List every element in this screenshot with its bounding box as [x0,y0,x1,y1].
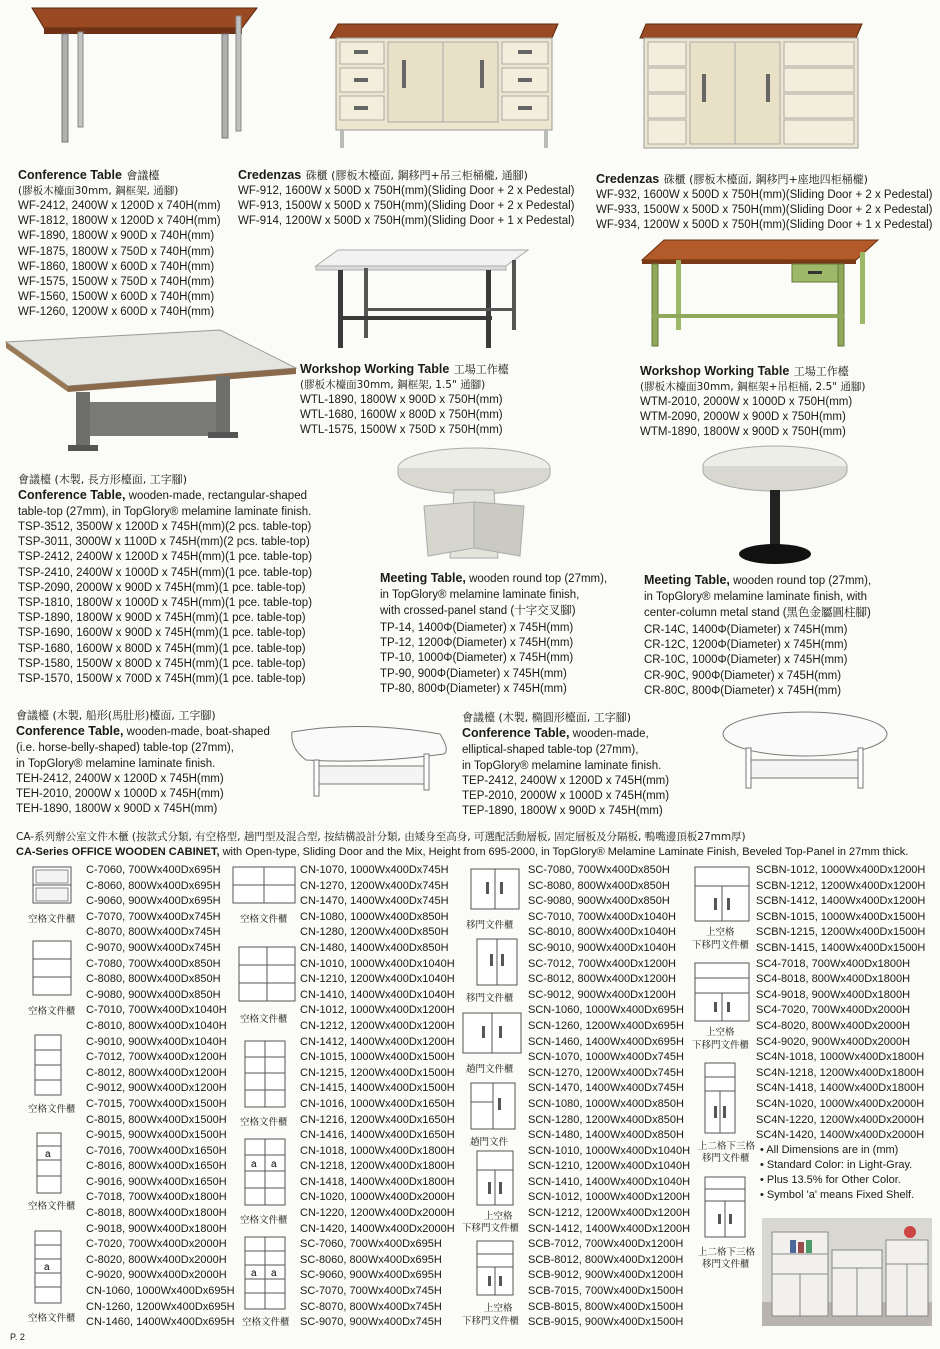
spec-line: C-7070, 700Wx400Dx745H [86,910,221,923]
spec-line: CN-1020, 1000Wx400Dx2000H [300,1191,455,1204]
ca-column-4 [756,863,925,1144]
spec-line: SC4-8018, 800Wx400Dx1800H [756,973,911,986]
spec-line: WF-1875, 1800W x 750D x 740H(mm) [18,245,215,258]
section-desc: center-column metal stand (黑色金屬圓柱腳) [644,607,871,619]
spec-line: WTL-1575, 1500W x 750D x 750H(mm) [300,424,503,437]
spec-line: CN-1460, 1400Wx400Dx695H [86,1316,235,1329]
cabinet-open-fixed-shelf-icon [36,1132,64,1196]
conference-table-steel-image [32,8,257,148]
spec-line: SCBN-1212, 1200Wx400Dx1200H [756,879,926,892]
cabinet-wide-upper-open-sliding-icon [694,866,752,924]
fixed-shelf-symbol: a [251,1159,257,1170]
section-title: Workshop Working Table [300,362,450,376]
spec-line: CN-1010, 1000Wx400Dx1040H [300,957,455,970]
spec-line: CN-1410, 1400Wx400Dx1040H [300,988,455,1001]
spec-line: WF-2412, 2400W x 1200D x 740H(mm) [18,200,221,212]
credenzas-floor-section [596,170,933,234]
spec-line: CN-1080, 1000Wx400Dx850H [300,910,449,923]
spec-line: C-9016, 900Wx400Dx1650H [86,1175,227,1188]
section-desc: wooden round top (27mm), [465,573,608,585]
spec-line: SC4N-1220, 1200Wx400Dx2000H [756,1113,925,1126]
fixed-shelf-symbol: a [271,1268,277,1279]
spec-line: CN-1470, 1400Wx400Dx745H [300,895,449,908]
cabinet-label: 空格文件櫃 [28,1313,76,1324]
spec-line: TSP-1810, 1800W x 1000D x 745H(mm)(1 pce. table-top) [18,597,313,610]
spec-line: SCB-7015, 700Wx400Dx1500H [528,1285,684,1298]
spec-line: C-8016, 800Wx400Dx1650H [86,1160,227,1173]
spec-line: WF-934, 1200W x 500D x 750H(mm)(Sliding Door + 1 x Pedestal) [596,219,933,232]
workshop-table-drawer-image [642,240,878,352]
spec-line: SC-9070, 900Wx400Dx745H [300,1316,442,1329]
cabinet-upper-open-sliding-icon [476,1150,516,1208]
spec-line: CN-1212, 1200Wx400Dx1200H [300,1019,455,1032]
cabinet-open-wide-fixed-tall-icon [244,1236,288,1312]
spec-line: SC-9060, 900Wx400Dx695H [300,1269,442,1282]
spec-line: TSP-1570, 1500W x 700D x 745H(mm)(1 pce. table-top) [18,673,306,686]
spec-line: CN-1060, 1000Wx400Dx695H [86,1285,235,1298]
section-desc: elliptical-shaped table-top (27mm), [462,744,639,756]
spec-line: TEH-2010, 2000W x 1000D x 745H(mm) [16,788,224,801]
section-subtitle: (膠板木檯面30mm, 鋼框架+吊柜桶, 2.5" 通腳) [640,381,866,393]
ca-series-title: CA-Series OFFICE WOODEN CABINET, [16,846,220,858]
ca-column-2 [300,863,455,1331]
fixed-shelf-symbol: a [44,1262,50,1273]
section-desc: in TopGlory® melamine laminate finish. [16,758,216,770]
ca-series-header-cn: CA-系列辦公室文件木櫃 (按款式分類, 有空格型, 趟門型及混合型, 按結構設計分類, 由矮身至高身, 可選配活動層板, 固定層板及分隔板, 鴨嘴邊頂板27mm厚) [16,831,746,843]
spec-line: C-7060, 700Wx400Dx695H [86,864,221,876]
spec-line: SC4-9018, 900Wx400Dx1800H [756,988,911,1001]
conference-table-boat-section [16,708,270,818]
spec-line: SC4-8020, 800Wx400Dx2000H [756,1019,911,1032]
cabinet-open-mid-icon [32,940,74,998]
credenzas-pedestal-section [238,166,575,230]
section-title: Conference Table, [18,488,126,502]
spec-line: C-9070, 900Wx400Dx745H [86,941,221,954]
spec-line: SC-7010, 700Wx400Dx1040H [528,910,676,923]
spec-line: CN-1415, 1400Wx400Dx1500H [300,1082,455,1095]
cabinet-sliding-mid-icon [476,938,520,988]
spec-line: SC-8060, 800Wx400Dx695H [300,1253,442,1266]
spec-line: CN-1416, 1400Wx400Dx1650H [300,1129,455,1142]
spec-line: CN-1216, 1200Wx400Dx1650H [300,1113,455,1126]
spec-line: SC-7080, 700Wx400Dx850H [528,864,670,876]
cabinet-open-fixed-shelf-tall-icon [34,1230,64,1306]
cabinet-label: 空格文件櫃 [240,1215,288,1226]
spec-line: C-7010, 700Wx400Dx1040H [86,1004,227,1017]
section-desc: wooden-made, [569,728,649,740]
spec-line: CN-1215, 1200Wx400Dx1500H [300,1066,455,1079]
spec-line: SC4N-1418, 1400Wx400Dx1800H [756,1082,925,1095]
spec-line: CN-1015, 1000Wx400Dx1500H [300,1051,455,1064]
credenza-floor-pedestal-image [640,24,862,154]
section-title-cn: 會議檯 [126,169,160,182]
spec-line: WF-913, 1500W x 500D x 750H(mm)(Sliding Door + 2 x Pedestal) [238,200,575,213]
spec-line: CN-1070, 1000Wx400Dx745H [300,864,449,876]
conference-table-elliptical-section [462,710,669,820]
cabinet-label: 移門文件櫃 [702,1259,750,1270]
workshop-table-drawer-section [640,362,866,441]
spec-line: C-9018, 900Wx400Dx1800H [86,1222,227,1235]
spec-line: WF-1812, 1800W x 1200D x 740H(mm) [18,215,221,228]
spec-line: CN-1280, 1200Wx400Dx850H [300,926,449,939]
cabinet-wide-upper-open-sliding-tall-icon [694,962,752,1024]
spec-line: C-9012, 900Wx400Dx1200H [86,1082,227,1095]
section-title-cn: 會議檯 (木製, 長方形檯面, 工字腳) [18,473,188,486]
spec-line: SCN-1470, 1400Wx400Dx745H [528,1082,684,1095]
spec-line: • All Dimensions are in (mm) [760,1144,899,1156]
ca-column-3 [528,863,690,1331]
spec-line: • Plus 13.5% for Other Color. [760,1174,901,1186]
spec-line: SCN-1210, 1200Wx400Dx1040H [528,1160,691,1173]
cabinet-label: 空格文件櫃 [240,914,288,925]
section-title: Meeting Table, [380,571,466,585]
cabinet-label: 上空格 [706,1027,735,1038]
section-title: Conference Table [18,168,122,182]
spec-line: TSP-1680, 1600W x 800D x 745H(mm)(1 pce. table-top) [18,642,306,655]
cabinet-sliding-wide-icon [462,1012,524,1056]
cabinet-two-three-icon [704,1062,738,1136]
spec-line: C-7012, 700Wx400Dx1200H [86,1051,227,1064]
spec-line: C-8070, 800Wx400Dx745H [86,926,221,939]
ca-series-header [16,830,936,860]
spec-line: C-9010, 900Wx400Dx1040H [86,1035,227,1048]
section-desc: with crossed-panel stand (十字交叉腳) [380,605,576,617]
spec-line: SC4-9020, 900Wx400Dx2000H [756,1035,911,1048]
spec-line: WF-1560, 1500W x 600D x 740H(mm) [18,291,215,304]
cabinet-label: 下移門文件櫃 [692,1040,750,1051]
spec-line: SCN-1270, 1200Wx400Dx745H [528,1066,684,1079]
spec-line: C-8020, 800Wx400Dx2000H [86,1253,227,1266]
cabinet-label: 空格文件櫃 [240,1014,288,1025]
section-subtitle: (膠板木檯面30mm, 鋼框架, 1.5" 通腳) [300,379,486,391]
cabinet-label: 上二格下三格 [698,1247,756,1258]
spec-line: SCN-1480, 1400Wx400Dx850H [528,1129,684,1142]
spec-line: CN-1480, 1400Wx400Dx850H [300,941,449,954]
cabinet-upper-open-sliding-tall-icon [476,1240,516,1298]
spec-line: SCN-1010, 1000Wx400Dx1040H [528,1144,691,1157]
spec-line: TP-80, 800Φ(Diameter) x 745H(mm) [380,682,567,695]
spec-line: TSP-1580, 1500W x 800D x 745H(mm)(1 pce. table-top) [18,657,306,670]
conference-table-rectangular-section [18,472,312,687]
section-desc: wooden-made, rectangular-shaped [125,490,307,502]
spec-line: SC-8010, 800Wx400Dx1040H [528,926,676,939]
spec-line: C-7020, 700Wx400Dx2000H [86,1238,227,1251]
spec-line: C-9060, 900Wx400Dx695H [86,895,221,908]
cabinet-open-wide-tall-icon [244,1040,288,1110]
workshop-table-light-image [316,250,528,355]
spec-line: TSP-1690, 1600W x 900D x 745H(mm)(1 pce. table-top) [18,627,306,640]
meeting-table-crossed-section [380,570,607,697]
section-title: Credenzas [238,168,302,182]
cabinet-label: 移門文件櫃 [466,920,514,931]
cabinet-sliding-low-icon [470,868,522,912]
meeting-table-column-section [644,572,871,699]
cabinet-label: 移門文件櫃 [466,993,514,1004]
conference-table-rectangular-image [6,330,296,455]
spec-line: CN-1220, 1200Wx400Dx2000H [300,1207,455,1220]
spec-line: SCN-1060, 1000Wx400Dx695H [528,1004,684,1017]
spec-line: CN-1016, 1000Wx400Dx1650H [300,1097,455,1110]
spec-line: SC4N-1218, 1200Wx400Dx1800H [756,1066,925,1079]
spec-line: CN-1412, 1400Wx400Dx1200H [300,1035,455,1048]
section-title: Credenzas [596,172,660,186]
spec-line: TSP-3011, 3000W x 1100D x 745H(mm)(2 pcs. table-top) [18,536,310,549]
spec-line: TP-14, 1400Φ(Diameter) x 745H(mm) [380,622,574,634]
spec-line: CN-1270, 1200Wx400Dx745H [300,879,449,892]
spec-line: C-9080, 900Wx400Dx850H [86,988,221,1001]
spec-line: SC4-7018, 700Wx400Dx1800H [756,957,911,970]
spec-line: WF-1890, 1800W x 900D x 740H(mm) [18,230,215,243]
spec-line: WTL-1890, 1800W x 900D x 750H(mm) [300,394,503,406]
spec-line: SC-7070, 700Wx400Dx745H [300,1285,442,1298]
spec-line: TEH-2412, 2400W x 1200D x 745H(mm) [16,773,224,785]
spec-line: SC-9012, 900Wx400Dx1200H [528,988,676,1001]
spec-line: SCBN-1215, 1200Wx400Dx1500H [756,926,926,939]
cabinet-label: 下移門文件櫃 [462,1316,520,1327]
spec-line: SC-9080, 900Wx400Dx850H [528,895,670,908]
cabinet-label: 空格文件櫃 [28,914,76,925]
ca-series-desc: with Open-type, Sliding Door and the Mix, Height from 695-2000, in TopGlory® Melamine Laminate Finish, Beveled Top-Panel in 27mm thick. [219,846,909,858]
section-title-cn: 工場工作檯 [793,365,849,378]
spec-line: CR-90C, 900Φ(Diameter) x 745H(mm) [644,669,842,682]
cabinet-label: 空格文件櫃 [240,1117,288,1128]
spec-line: TSP-1890, 1800W x 900D x 745H(mm)(1 pce. table-top) [18,612,306,625]
spec-line: SCN-1460, 1400Wx400Dx695H [528,1035,684,1048]
cabinet-label: 空格文件櫃 [242,1317,290,1328]
spec-line: CR-14C, 1400Φ(Diameter) x 745H(mm) [644,624,848,636]
spec-line: SC-9010, 900Wx400Dx1040H [528,941,676,954]
spec-line: TSP-2090, 2000W x 900D x 745H(mm)(1 pce. table-top) [18,581,306,594]
cabinet-mixed-icon [470,1082,518,1132]
spec-line: WTM-2010, 2000W x 1000D x 750H(mm) [640,396,853,408]
spec-line: C-8060, 800Wx400Dx695H [86,879,221,892]
cabinet-label: 趟門文件 [470,1137,509,1148]
spec-line: WF-1260, 1200W x 600D x 740H(mm) [18,306,215,319]
spec-line: C-8012, 800Wx400Dx1200H [86,1066,227,1079]
cabinet-label: 上二格下三格 [698,1141,756,1152]
cabinet-open-wide-fixed-icon [244,1138,288,1208]
cabinet-label: 趟門文件櫃 [466,1064,514,1075]
spec-line: SC4N-1020, 1000Wx400Dx2000H [756,1097,925,1110]
cabinet-label: 空格文件櫃 [28,1006,76,1017]
spec-line: CN-1018, 1000Wx400Dx1800H [300,1144,455,1157]
cabinet-open-tall-icon [34,1034,64,1098]
spec-line: SCB-9012, 900Wx400Dx1200H [528,1269,684,1282]
spec-line: C-7015, 700Wx400Dx1500H [86,1097,227,1110]
spec-line: SC4-7020, 700Wx400Dx2000H [756,1004,911,1017]
spec-line: SCN-1070, 1000Wx400Dx745H [528,1051,684,1064]
page-number: P. 2 [10,1332,25,1342]
spec-line: TSP-2410, 2400W x 1000D x 745H(mm)(1 pce. table-top) [18,566,313,579]
spec-line: SCBN-1412, 1400Wx400Dx1200H [756,895,926,908]
spec-line: SCN-1412, 1400Wx400Dx1200H [528,1222,691,1235]
fixed-shelf-symbol: a [251,1268,257,1279]
section-title-cn: 會議檯 (木製, 橢圓形檯面, 工字腳) [462,711,632,724]
spec-line: C-7080, 700Wx400Dx850H [86,957,221,970]
spec-line: TP-12, 1200Φ(Diameter) x 745H(mm) [380,637,574,650]
section-title: Conference Table, [462,726,570,740]
spec-line: WTL-1680, 1600W x 800D x 750H(mm) [300,409,503,422]
spec-line: TEP-2010, 2000W x 1000D x 745H(mm) [462,790,670,803]
spec-line: • Standard Color: in Light-Gray. [760,1159,913,1171]
spec-line: SCN-1260, 1200Wx400Dx695H [528,1019,684,1032]
spec-line: SCBN-1415, 1400Wx400Dx1500H [756,941,926,954]
cabinet-label: 下移門文件櫃 [462,1223,520,1234]
fixed-shelf-symbol: a [45,1149,51,1160]
spec-line: WF-912, 1600W x 500D x 750H(mm)(Sliding Door + 2 x Pedestal) [238,185,575,197]
credenza-pedestal-image [330,24,558,154]
section-desc: in TopGlory® melamine laminate finish. [462,760,662,772]
spec-line: WF-1860, 1800W x 600D x 740H(mm) [18,260,215,273]
spec-line: CN-1012, 1000Wx400Dx1200H [300,1004,455,1017]
ca-column-1 [86,863,235,1331]
section-desc: (i.e. horse-belly-shaped) table-top (27mm), [16,742,234,754]
section-subtitle: (膠板木檯面30mm, 鋼框架, 通腳) [18,185,179,197]
spec-line: SC-8070, 800Wx400Dx745H [300,1300,442,1313]
spec-line: CN-1218, 1200Wx400Dx1800H [300,1160,455,1173]
conference-table-boat-image [290,720,450,800]
meeting-table-crossed-image [394,446,554,566]
section-desc: wooden round top (27mm), [729,575,872,587]
spec-line: SC-7012, 700Wx400Dx1200H [528,957,676,970]
spec-line: SC-8012, 800Wx400Dx1200H [528,973,676,986]
fixed-shelf-symbol: a [271,1159,277,1170]
ca-notes [760,1143,914,1203]
spec-line: SCN-1280, 1200Wx400Dx850H [528,1113,684,1126]
section-title: Meeting Table, [644,573,730,587]
section-desc: in TopGlory® melamine laminate finish, [380,589,580,601]
spec-line: C-7016, 700Wx400Dx1650H [86,1144,227,1157]
cabinet-label: 上空格 [484,1211,513,1222]
conference-table-elliptical-image [720,708,890,792]
spec-line: TEH-1890, 1800W x 900D x 745H(mm) [16,803,218,816]
spec-line: CR-12C, 1200Φ(Diameter) x 745H(mm) [644,639,848,652]
spec-line: CN-1260, 1200Wx400Dx695H [86,1300,235,1313]
cabinet-label: 下移門文件櫃 [692,940,750,951]
cabinet-open-low-icon [32,866,74,906]
spec-line: CN-1418, 1400Wx400Dx1800H [300,1175,455,1188]
spec-line: SCN-1012, 1000Wx400Dx1200H [528,1191,691,1204]
spec-line: SCN-1212, 1200Wx400Dx1200H [528,1207,691,1220]
spec-line: SCBN-1015, 1000Wx400Dx1500H [756,910,926,923]
section-title-cn: 會議檯 (木製, 船形(馬肚形)檯面, 工字腳) [16,709,216,722]
spec-line: WF-1575, 1500W x 750D x 740H(mm) [18,276,215,289]
spec-line: TP-90, 900Φ(Diameter) x 745H(mm) [380,667,567,680]
spec-line: C-7018, 700Wx400Dx1800H [86,1191,227,1204]
conference-table-steel-section [18,166,221,321]
spec-line: TSP-2412, 2400W x 1200D x 745H(mm)(1 pce. table-top) [18,551,313,564]
section-desc: wooden-made, boat-shaped [123,726,270,738]
workshop-table-light-section [300,360,509,439]
spec-line: SCB-9015, 900Wx400Dx1500H [528,1316,684,1329]
cabinet-label: 空格文件櫃 [28,1201,76,1212]
spec-line: CN-1210, 1200Wx400Dx1040H [300,973,455,986]
cabinet-label: 上空格 [706,927,735,938]
section-title: Workshop Working Table [640,364,790,378]
spec-line: TEP-1890, 1800W x 900D x 745H(mm) [462,805,663,818]
cabinet-open-wide-mid-icon [238,946,298,1004]
section-title: Conference Table, [16,724,124,738]
spec-line: C-8015, 800Wx400Dx1500H [86,1113,227,1126]
section-title-cn: 工場工作檯 [453,363,509,376]
spec-line: SC4N-1018, 1000Wx400Dx1800H [756,1051,925,1064]
spec-line: WF-932, 1600W x 500D x 750H(mm)(Sliding Door + 2 x Pedestal) [596,189,933,201]
spec-line: CR-10C, 1000Φ(Diameter) x 745H(mm) [644,654,848,667]
spec-line: C-8018, 800Wx400Dx1800H [86,1207,227,1220]
section-subtitle: 硃櫃 (膠板木檯面, 鋼移門+座地四柜桶櫳) [663,173,868,186]
cabinet-open-wide-low-icon [232,866,298,906]
spec-line: WF-914, 1200W x 500D x 750H(mm)(Sliding Door + 1 x Pedestal) [238,215,575,228]
cabinet-label: 空格文件櫃 [28,1104,76,1115]
spec-line: CN-1420, 1400Wx400Dx2000H [300,1222,455,1235]
spec-line: SCB-7012, 700Wx400Dx1200H [528,1238,684,1251]
cabinet-showroom-photo [762,1218,932,1326]
meeting-table-column-image [700,444,850,568]
spec-line: SC-8080, 800Wx400Dx850H [528,879,670,892]
spec-line: SCN-1410, 1400Wx400Dx1040H [528,1175,691,1188]
spec-line: WTM-2090, 2000W x 900D x 750H(mm) [640,411,846,424]
cabinet-label: 移門文件櫃 [702,1153,750,1164]
section-desc: table-top (27mm), in TopGlory® melamine laminate finish. [18,506,312,518]
spec-line: SCB-8012, 800Wx400Dx1200H [528,1253,684,1266]
spec-line: C-9020, 900Wx400Dx2000H [86,1269,227,1282]
cabinet-two-three-wide-icon [704,1176,748,1240]
spec-line: SC-7060, 700Wx400Dx695H [300,1238,442,1251]
spec-line: C-8010, 800Wx400Dx1040H [86,1019,227,1032]
spec-line: SC4N-1420, 1400Wx400Dx2000H [756,1129,925,1142]
spec-line: TP-10, 1000Φ(Diameter) x 745H(mm) [380,652,574,665]
spec-line: WF-933, 1500W x 500D x 750H(mm)(Sliding Door + 2 x Pedestal) [596,204,933,217]
spec-line: CR-80C, 800Φ(Diameter) x 745H(mm) [644,684,842,697]
spec-line: C-8080, 800Wx400Dx850H [86,973,221,986]
spec-line: • Symbol 'a' means Fixed Shelf. [760,1189,915,1201]
section-desc: in TopGlory® melamine laminate finish, with [644,591,868,603]
section-subtitle: 硃櫃 (膠板木檯面, 鋼移門+吊三柜桶櫳, 通腳) [305,169,528,182]
spec-line: TEP-2412, 2400W x 1200D x 745H(mm) [462,775,670,787]
spec-line: SCB-8015, 800Wx400Dx1500H [528,1300,684,1313]
cabinet-label: 上空格 [484,1303,513,1314]
spec-line: TSP-3512, 3500W x 1200D x 745H(mm)(2 pcs. table-top) [18,521,312,533]
spec-line: C-9015, 900Wx400Dx1500H [86,1129,227,1142]
spec-line: SCBN-1012, 1000Wx400Dx1200H [756,864,926,876]
spec-line: WTM-1890, 1800W x 900D x 750H(mm) [640,426,846,439]
spec-line: SCN-1080, 1000Wx400Dx850H [528,1097,684,1110]
